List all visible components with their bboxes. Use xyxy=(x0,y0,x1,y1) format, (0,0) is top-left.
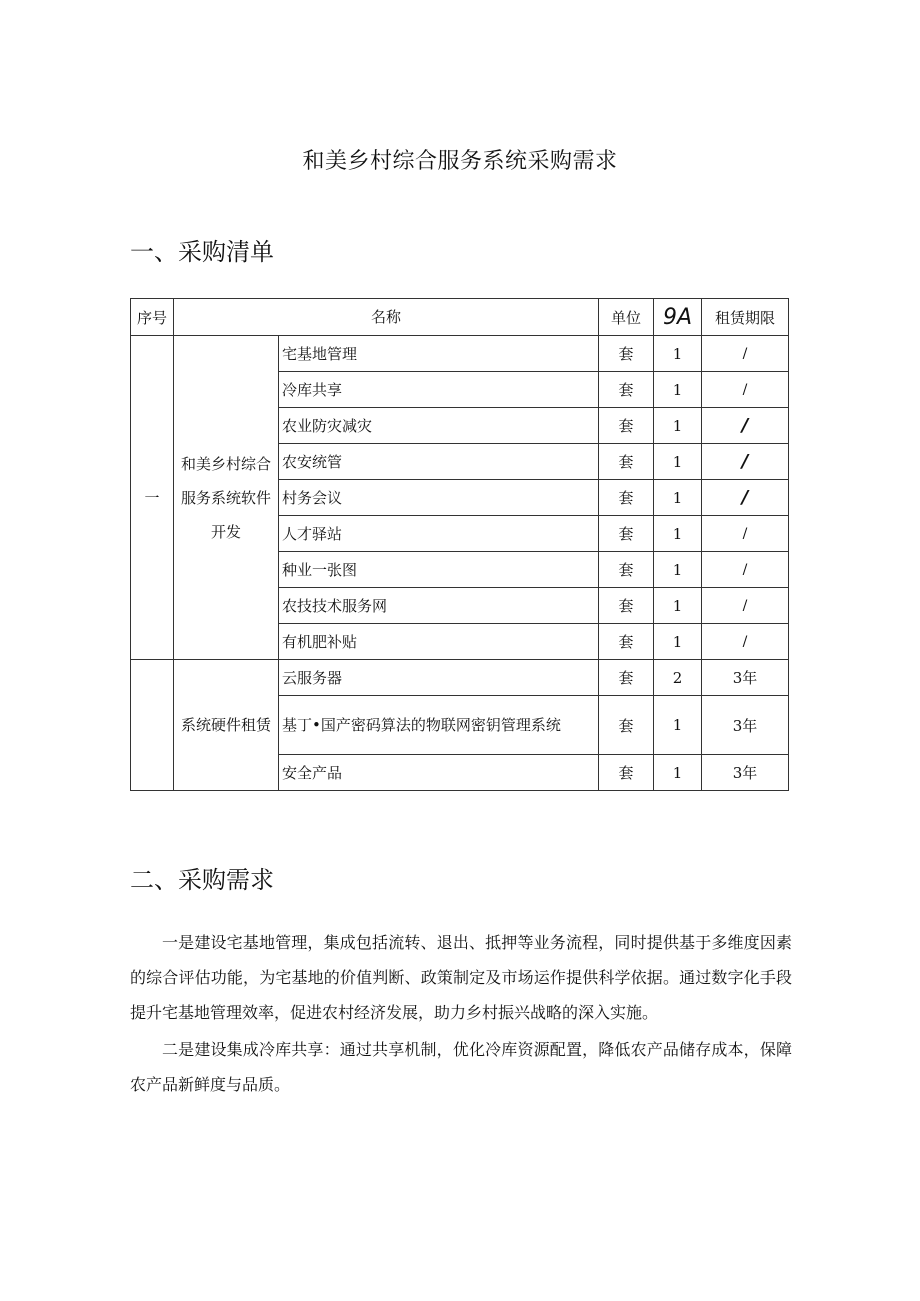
table-row xyxy=(131,336,789,372)
item-term: / xyxy=(702,624,789,660)
section-heading-procurement-requirements: 二、采购需求 xyxy=(130,866,274,894)
group-label: 和美乡村综合服务系统软件开发 xyxy=(174,336,279,660)
item-name: 农安统管 xyxy=(279,444,599,480)
item-unit: 套 xyxy=(599,755,654,791)
item-name: 村务会议 xyxy=(279,480,599,516)
item-qty: 1 xyxy=(654,516,702,552)
item-term: / xyxy=(702,480,789,516)
item-term: / xyxy=(702,408,789,444)
item-unit: 套 xyxy=(599,588,654,624)
item-name: 种业一张图 xyxy=(279,552,599,588)
item-unit: 套 xyxy=(599,516,654,552)
item-qty: 1 xyxy=(654,588,702,624)
item-term: / xyxy=(702,552,789,588)
procurement-table xyxy=(130,298,789,791)
group-label: 系统硬件租赁 xyxy=(174,660,279,791)
item-term: 3年 xyxy=(702,696,789,755)
item-qty: 1 xyxy=(654,552,702,588)
item-term: / xyxy=(702,444,789,480)
header-term: 租赁期限 xyxy=(702,299,789,336)
item-qty: 1 xyxy=(654,624,702,660)
paragraph: 一是建设宅基地管理，集成包括流转、退出、抵押等业务流程，同时提供基于多维度因素的综合评估功能，为宅基地的价值判断、政策制定及市场运作提供科学依据。通过数字化手段提升宅基地管理效率，促进农村经济发展，助力乡村振兴战略的深入实施。 xyxy=(130,933,792,1022)
item-unit: 套 xyxy=(599,660,654,696)
item-unit: 套 xyxy=(599,480,654,516)
paragraph: 二是建设集成冷库共享：通过共享机制，优化冷库资源配置，降低农产品储存成本，保障农产品新鲜度与品质。 xyxy=(130,1040,792,1094)
group-seq xyxy=(131,660,174,791)
item-name: 宅基地管理 xyxy=(279,336,599,372)
item-unit: 套 xyxy=(599,372,654,408)
item-term: / xyxy=(702,588,789,624)
header-name: 名称 xyxy=(174,299,599,336)
item-term: 3年 xyxy=(702,660,789,696)
item-term: / xyxy=(702,336,789,372)
item-qty: 2 xyxy=(654,660,702,696)
item-qty: 1 xyxy=(654,408,702,444)
item-qty: 1 xyxy=(654,755,702,791)
header-qty: 9A xyxy=(654,299,702,336)
item-qty: 1 xyxy=(654,336,702,372)
item-unit: 套 xyxy=(599,624,654,660)
item-term: 3年 xyxy=(702,755,789,791)
item-unit: 套 xyxy=(599,552,654,588)
header-seq: 序号 xyxy=(131,299,174,336)
item-name: 冷库共享 xyxy=(279,372,599,408)
table-row xyxy=(131,660,789,696)
group-seq: 一 xyxy=(131,336,174,660)
document-title: 和美乡村综合服务系统采购需求 xyxy=(302,149,618,174)
table-header-row xyxy=(131,299,789,336)
item-name: 农技技术服务网 xyxy=(279,588,599,624)
item-name: 有机肥补贴 xyxy=(279,624,599,660)
item-unit: 套 xyxy=(599,336,654,372)
item-term: / xyxy=(702,516,789,552)
item-unit: 套 xyxy=(599,696,654,755)
section-heading-procurement-list: 一、采购清单 xyxy=(130,238,274,266)
item-name: 安全产品 xyxy=(279,755,599,791)
item-name: 农业防灾减灾 xyxy=(279,408,599,444)
item-qty: 1 xyxy=(654,372,702,408)
item-term: / xyxy=(702,372,789,408)
item-unit: 套 xyxy=(599,408,654,444)
item-qty: 1 xyxy=(654,480,702,516)
item-qty: 1 xyxy=(654,444,702,480)
item-name: 人才驿站 xyxy=(279,516,599,552)
item-unit: 套 xyxy=(599,444,654,480)
header-unit: 单位 xyxy=(599,299,654,336)
item-qty: 1 xyxy=(654,696,702,755)
item-name: 云服务器 xyxy=(279,660,599,696)
item-name: 基丁•国产密码算法的物联网密钥管理系统 xyxy=(279,696,599,755)
